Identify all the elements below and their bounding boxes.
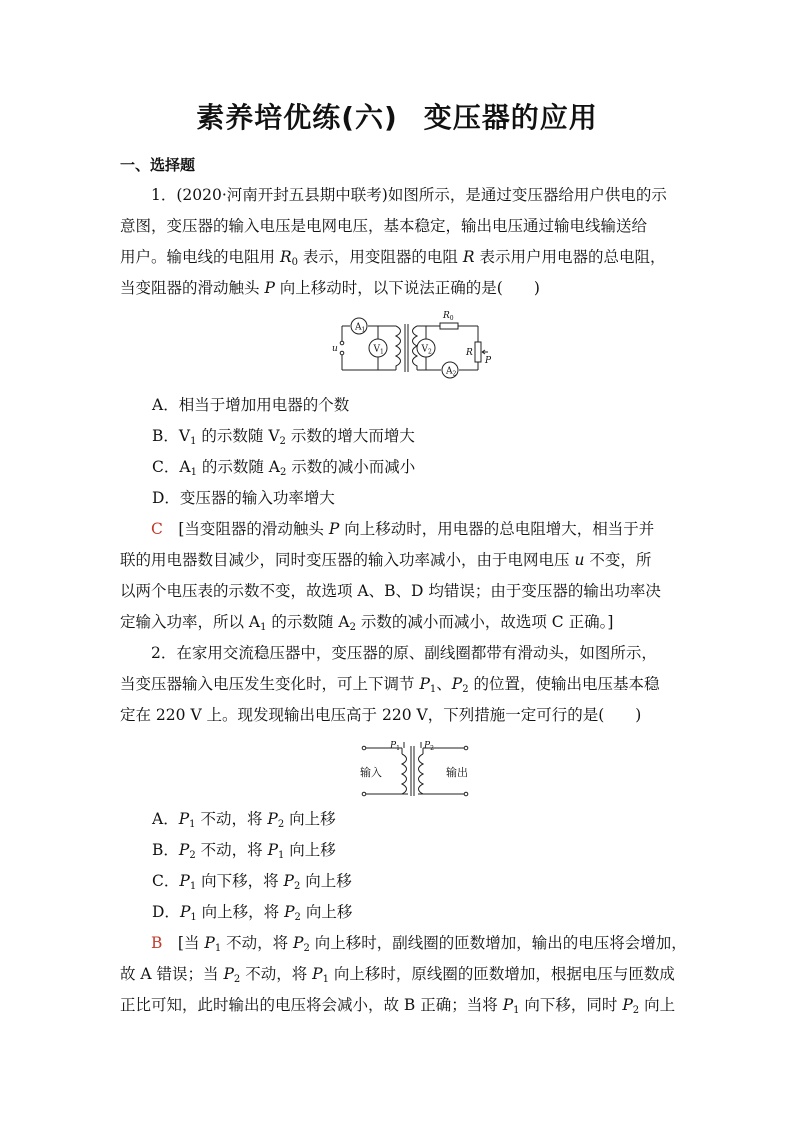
voltmeter-v1-label: $V_1$ [373, 344, 384, 356]
slider-p1-label: $P_1$ [390, 741, 400, 752]
q1-exp-line-2: 联的用电器数目减少，同时变压器的输入功率减小，由于电网电压 u 不变，所 [120, 551, 652, 569]
q1-exp-line-4: 定输入功率，所以 $A_1$ 的示数随 $A_2$ 示数的减小而减小，故选项 C 正确。] [120, 613, 614, 633]
slider-p2-label: $P_2$ [424, 741, 434, 752]
q2-line-3: 定在 220 V 上。现发现输出电压高于 220 V，下列措施一定可行的是( ) [120, 706, 642, 724]
q1-option-a: A．相当于增加用电器的个数 [152, 396, 350, 414]
circuit-diagram-1 [328, 304, 496, 380]
q2-option-c: C．$P_1$ 向下移，将 $P_2$ 向上移 [152, 872, 352, 892]
q2-exp-line-1: B [当 $P_1$ 不动，将 $P_2$ 向上移时，副线圈的匝数增加，输出的电压将会增加， [151, 934, 687, 954]
title-main: 素养培优练(六) [196, 101, 398, 134]
q2-exp-line-2: 故 A 错误；当 $P_2$ 不动，将 $P_1$ 向上移时，原线圈的匝数增加，根据电压与匝数成 [120, 965, 675, 985]
q1-line-1: 1．(2020·河南开封五县期中联考)如图所示，是通过变压器给用户供电的示 [151, 186, 667, 204]
title-sub: 变压器的应用 [423, 101, 598, 134]
question-2-stem [120, 638, 680, 731]
q2-line-1: 2．在家用交流稳压器中，变压器的原、副线圈都带有滑动头，如图所示， [151, 644, 657, 662]
input-label: 输入 [360, 766, 382, 779]
ammeter-a1-label: $A_1$ [355, 322, 366, 334]
page-title [0, 96, 794, 136]
voltmeter-v2-label: $V_2$ [421, 344, 432, 356]
q2-option-b: B．$P_2$ 不动，将 $P_1$ 向上移 [152, 841, 336, 861]
ammeter-a2-label: $A_2$ [446, 366, 457, 378]
q2-exp-line-3: 正比可知，此时输出的电压将会减小，故 B 正确；当将 $P_1$ 向下移，同时 $P_2$ 向上 [120, 996, 676, 1016]
q2-line-2: 当变压器输入电压发生变化时，可上下调节 $P_1$、$P_2$ 的位置，使输出电压基本稳 [120, 675, 660, 695]
output-label: 输出 [446, 766, 468, 779]
q1-exp-line-3: 以两个电压表的示数不变，故选项 A、B、D 均错误；由于变压器的输出功率决 [120, 582, 661, 600]
q1-answer: C [151, 520, 163, 538]
section-heading: 一、选择题 [120, 156, 196, 174]
resistor-r0-label: $R_0$ [443, 311, 454, 322]
q1-option-c: C．$A_1$ 的示数随 $A_2$ 示数的减小而减小 [152, 458, 416, 478]
q1-line-3: 用户。输电线的电阻用 $R_0$ 表示，用变阻器的电阻 R 表示用户用电器的总电阻， [120, 248, 666, 268]
q2-answer: B [151, 934, 163, 952]
q1-option-b: B．$V_1$ 的示数随 $V_2$ 示数的增大而增大 [152, 427, 415, 447]
rheostat-r-label: R [466, 348, 473, 358]
q2-explanation [120, 928, 687, 1021]
slider-p-label: P [485, 356, 492, 366]
q2-option-a: A．$P_1$ 不动，将 $P_2$ 向上移 [152, 810, 336, 830]
q1-line-4: 当变阻器的滑动触头 P 向上移动时，以下说法正确的是( ) [120, 279, 540, 297]
q2-option-d: D．$P_1$ 向上移，将 $P_2$ 向上移 [152, 903, 353, 923]
transformer-diagram-2 [352, 738, 476, 800]
q1-line-2: 意图，变压器的输入电压是电网电压，基本稳定，输出电压通过输电线输送给 [120, 217, 648, 235]
q1-exp-line-1: C [当变阻器的滑动触头 P 向上移动时，用电器的总电阻增大，相当于并 [151, 520, 655, 538]
q1-explanation [120, 514, 680, 638]
q1-option-d: D．变压器的输入功率增大 [152, 489, 335, 507]
question-1-stem [120, 180, 680, 304]
voltage-u-label: u [332, 344, 338, 354]
